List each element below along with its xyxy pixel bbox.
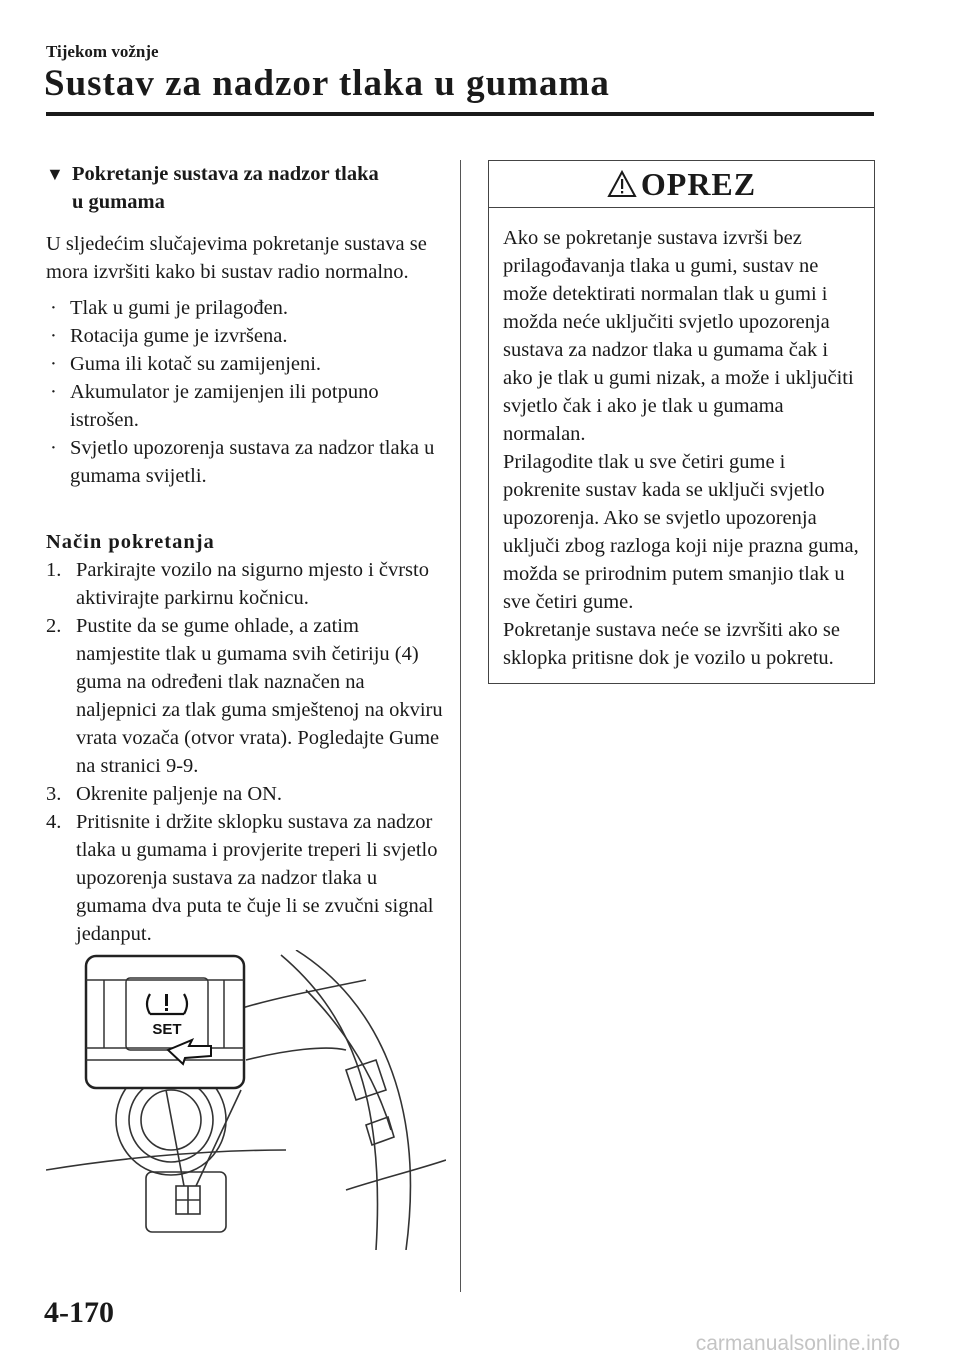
conditions-list (46, 294, 446, 490)
step-item: 1. Parkirajte vozilo na sigurno mjesto i čvrsto aktivirajte parkirnu kočnicu. (46, 559, 429, 609)
page-title: Sustav za nadzor tlaka u gumama (44, 63, 610, 104)
caution-paragraph: Pokretanje sustava neće se izvršiti ako se sklopka pritisne dok je vozilo u pokretu. (503, 619, 840, 669)
section-heading-line1: Pokretanje sustava za nadzor tlaka (72, 163, 379, 185)
triangle-bullet-icon: ▼ (46, 164, 64, 184)
step-item: 4. Pritisnite i držite sklopku sustava za nadzor tlaka u gumama i provjerite treperi li svjetlo upozorenja sustava za nadzor tlaka u gumama dva puta te čuje li se zvučni signal jedanput. (46, 811, 438, 945)
dashboard-switch-drawing (46, 950, 446, 1250)
watermark: carmanualsonline.info (695, 1332, 900, 1355)
left-column (46, 160, 446, 948)
warning-triangle-icon (607, 170, 637, 198)
caution-paragraph: Prilagodite tlak u sve četiri gume i pokrenite sustav kada se uključi svjetlo upozorenja. Ako se svjetlo upozorenja uključi zbog razloga koji nije prazna guma, možda se prirodnim putem smanjio tlak u sve četiri gume. (503, 451, 859, 613)
bullet-dot-icon: · (50, 437, 57, 459)
set-button-label: SET (152, 1021, 182, 1038)
bullet-dot-icon: · (50, 353, 57, 375)
intro-paragraph: U sljedećim slučajevima pokretanje sustava se mora izvršiti kako bi sustav radio normalno. (46, 233, 427, 283)
caution-title: OPREZ (640, 165, 757, 202)
caution-paragraph: Ako se pokretanje sustava izvrši bez prilagođavanja tlaka u gumi, sustav ne može detektirati normalan tlak u gumi i možda neće uključiti svjetlo upozorenja sustava za nadzor tlaka u gumama čak i ako je tlak u gumi nizak, a može i uključiti svjetlo čak i ako je tlak u gumama normalan. (503, 227, 854, 445)
header-divider (46, 112, 874, 116)
section-label: Tijekom vožnje (46, 42, 159, 61)
step-item: 3. Okrenite paljenje na ON. (46, 783, 283, 805)
caution-box (488, 160, 875, 684)
steps-list (46, 556, 446, 948)
page-number: 4-170 (44, 1296, 114, 1329)
column-divider (460, 160, 461, 1292)
step-item: 2. Pustite da se gume ohlade, a zatim namjestite tlak u gumama svih četiriju (4) guma na određeni tlak naznačen na naljepnici za tlak guma smještenoj na okviru vrata vozača (otvor vrata). Pogledajte Gume na stranici 9-9. (46, 615, 443, 777)
section-heading (46, 160, 446, 216)
method-heading: Način pokretanja (46, 531, 215, 553)
list-item: · Rotacija gume je izvršena. (46, 322, 446, 350)
caution-header (489, 161, 874, 207)
bullet-dot-icon: · (50, 297, 57, 319)
list-item: · Svjetlo upozorenja sustava za nadzor tlaka u gumama svijetli. (46, 434, 446, 490)
list-item: · Tlak u gumi je prilagođen. (46, 294, 446, 322)
list-item: · Akumulator je zamijenjen ili potpuno istrošen. (46, 378, 446, 434)
caution-body (489, 208, 874, 672)
list-item: · Guma ili kotač su zamijenjeni. (46, 350, 446, 378)
dashboard-illustration (46, 950, 446, 1250)
section-heading-line2: u gumama (72, 191, 165, 213)
bullet-dot-icon: · (50, 381, 57, 403)
bullet-dot-icon: · (50, 325, 57, 347)
